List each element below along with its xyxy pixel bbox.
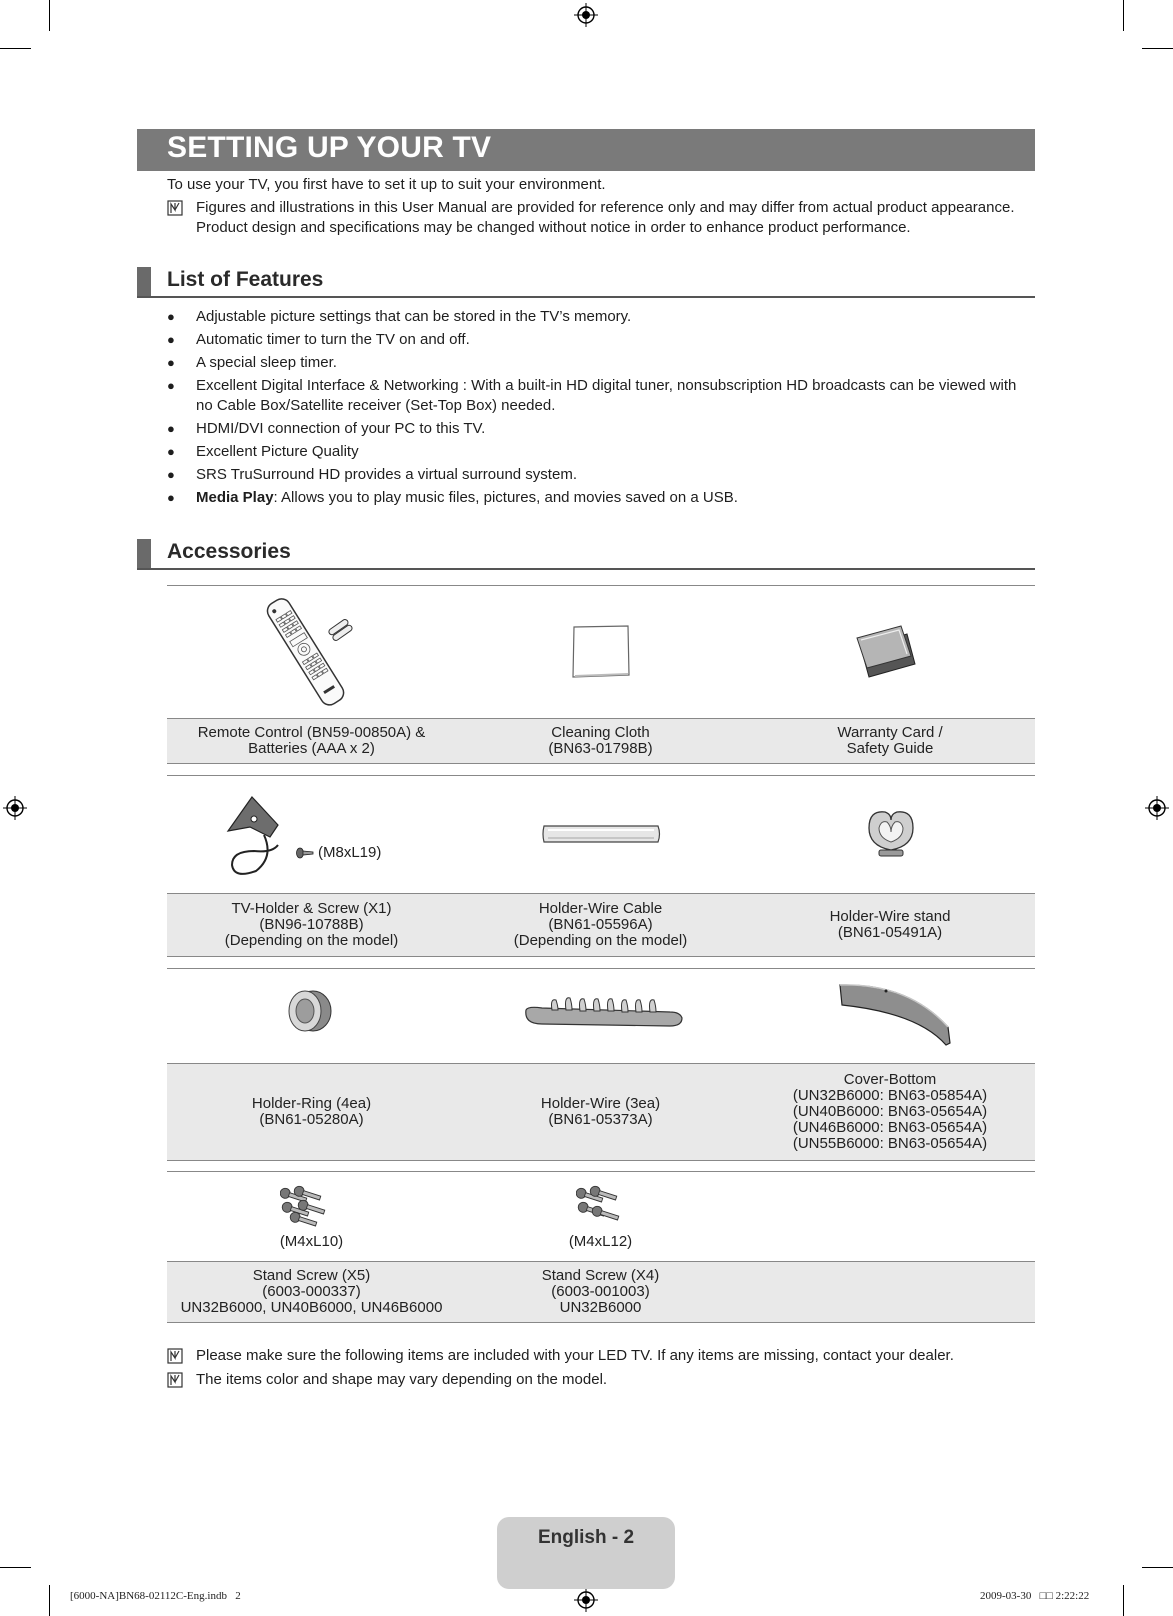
list-item: ● Excellent Digital Interface & Networking : With a built-in HD digital tuner, nonsubscription HD broadcasts can be viewed with no Cable Box/Satellite receiver (Set-Top Box) needed. [167,376,1027,416]
media-play-text: : Allows you to play music files, pictures, and movies saved on a USB. [273,489,738,506]
label-line: Cleaning Cloth [551,724,650,741]
page-number-tab [497,1517,675,1589]
label-line: (BN61-05596A) [548,916,653,933]
label-line: Batteries (AAA x 2) [248,740,375,757]
label-line: Holder-Ring (4ea) [251,1095,372,1112]
crop-mark [0,1567,31,1568]
features-heading [137,267,1035,298]
list-item: ● A special sleep timer. [167,353,1027,373]
intro-text: To use your TV, you first have to set it up to suit your environment. [167,176,606,193]
accessories-heading [137,539,1035,570]
accessory-label [167,718,456,764]
note-text: Figures and illustrations in this User Manual are provided for reference only and may differ from actual product appearance. Product design and specifications may be changed without notice in order to enhance product performance. [196,199,1015,236]
accessories-heading-label: Accessories [167,540,291,563]
list-item: ● Excellent Picture Quality [167,442,1027,462]
label-line: Holder-Wire stand [829,908,951,925]
label-line: (BN61-05280A) [259,1111,364,1128]
crop-mark [1142,48,1173,49]
accessory-label [456,1063,745,1161]
accessory-label [456,893,745,957]
tv-holder-icon [226,795,306,875]
holder-wire-stand-icon [865,806,917,858]
row-divider [167,968,1035,969]
crop-mark [1123,0,1124,31]
label-line: Remote Control (BN59-00850A) & [197,724,426,741]
row-divider [167,775,1035,776]
print-slug-right: 2009-03-30 □□ 2:22:22 [980,1590,1090,1602]
print-slug-left: [6000-NA]BN68-02112C-Eng.indb 2 [70,1590,241,1602]
crop-mark [0,48,31,49]
stand-screws-icon [576,1183,632,1229]
crop-mark [49,1585,50,1616]
stand-screw-caption: (M4xL10) [279,1233,344,1250]
section-marker [137,267,151,296]
page-number: English - 2 [537,1527,635,1548]
holder-wire-cable-icon [540,820,662,848]
cover-bottom-icon [838,983,954,1047]
list-item [167,488,1027,508]
label-line: Stand Screw (X4) [541,1267,660,1284]
accessory-label [745,1063,1035,1161]
warranty-card-icon [855,624,919,678]
label-line: (BN61-05491A) [837,924,943,941]
label-line: Cover-Bottom [843,1071,937,1088]
list-item: ● SRS TruSurround HD provides a virtual surround system. [167,465,1027,485]
registration-mark-icon [574,3,598,27]
accessory-label [167,1261,456,1323]
label-line: (Depending on the model) [513,932,688,949]
label-line: Safety Guide [846,740,934,757]
label-line: (UN32B6000: BN63-05854A) [792,1087,988,1104]
holder-wire-icon [522,994,684,1032]
label-line: Holder-Wire (3ea) [540,1095,661,1112]
label-line: (6003-001003) [551,1283,650,1300]
page-title-bar [137,129,1035,171]
accessory-label [456,718,745,764]
crop-mark [1123,1585,1124,1616]
registration-mark-icon [3,796,27,820]
features-list [167,307,1027,511]
stand-screws-icon [280,1183,344,1229]
section-marker [137,539,151,568]
label-line: UN32B6000, UN40B6000, UN46B6000 [180,1299,443,1316]
label-line: (6003-000337) [262,1283,361,1300]
label-line: (BN96-10788B) [259,916,364,933]
cleaning-cloth-icon [570,624,632,680]
tv-holder-screw-caption: (M8xL19) [318,844,382,861]
label-line: Holder-Wire Cable [538,900,663,917]
label-line: Stand Screw (X5) [252,1267,371,1284]
list-item: ● Adjustable picture settings that can be stored in the TV’s memory. [167,307,1027,327]
page-title: SETTING UP YOUR TV [167,131,492,164]
accessory-label [456,1261,745,1323]
row-divider [167,1171,1035,1172]
crop-mark [1142,1567,1173,1568]
label-line: (BN63-01798B) [548,740,653,757]
registration-mark-icon [1145,796,1169,820]
note-icon [167,1348,183,1364]
registration-mark-icon [574,1588,598,1612]
label-line: Warranty Card / [837,724,943,741]
label-line: (UN46B6000: BN63-05654A) [792,1119,988,1136]
features-heading-label: List of Features [167,268,324,291]
label-line: (Depending on the model) [224,932,399,949]
row-divider [167,585,1035,586]
accessory-label [167,893,456,957]
holder-ring-icon [285,989,333,1033]
note-icon [167,200,183,216]
accessory-label [167,1063,456,1161]
screw-icon [296,847,314,859]
list-item: ● HDMI/DVI connection of your PC to this TV. [167,419,1027,439]
list-item: ● Automatic timer to turn the TV on and off. [167,330,1027,350]
note-text: The items color and shape may vary depending on the model. [196,1371,608,1388]
accessory-label [745,718,1035,764]
label-line: (UN55B6000: BN63-05654A) [792,1135,988,1152]
label-line: (UN40B6000: BN63-05654A) [792,1103,988,1120]
note-icon [167,1372,183,1388]
media-play-label: Media Play [196,489,274,506]
crop-mark [49,0,50,31]
label-line: UN32B6000 [559,1299,642,1316]
note-text: Please make sure the following items are included with your LED TV. If any items are missing, contact your dealer. [196,1347,954,1364]
label-line: (BN61-05373A) [548,1111,653,1128]
stand-screw-caption: (M4xL12) [568,1233,633,1250]
label-line: TV-Holder & Screw (X1) [231,900,392,917]
accessory-label [745,893,1035,957]
remote-control-icon [255,591,355,713]
